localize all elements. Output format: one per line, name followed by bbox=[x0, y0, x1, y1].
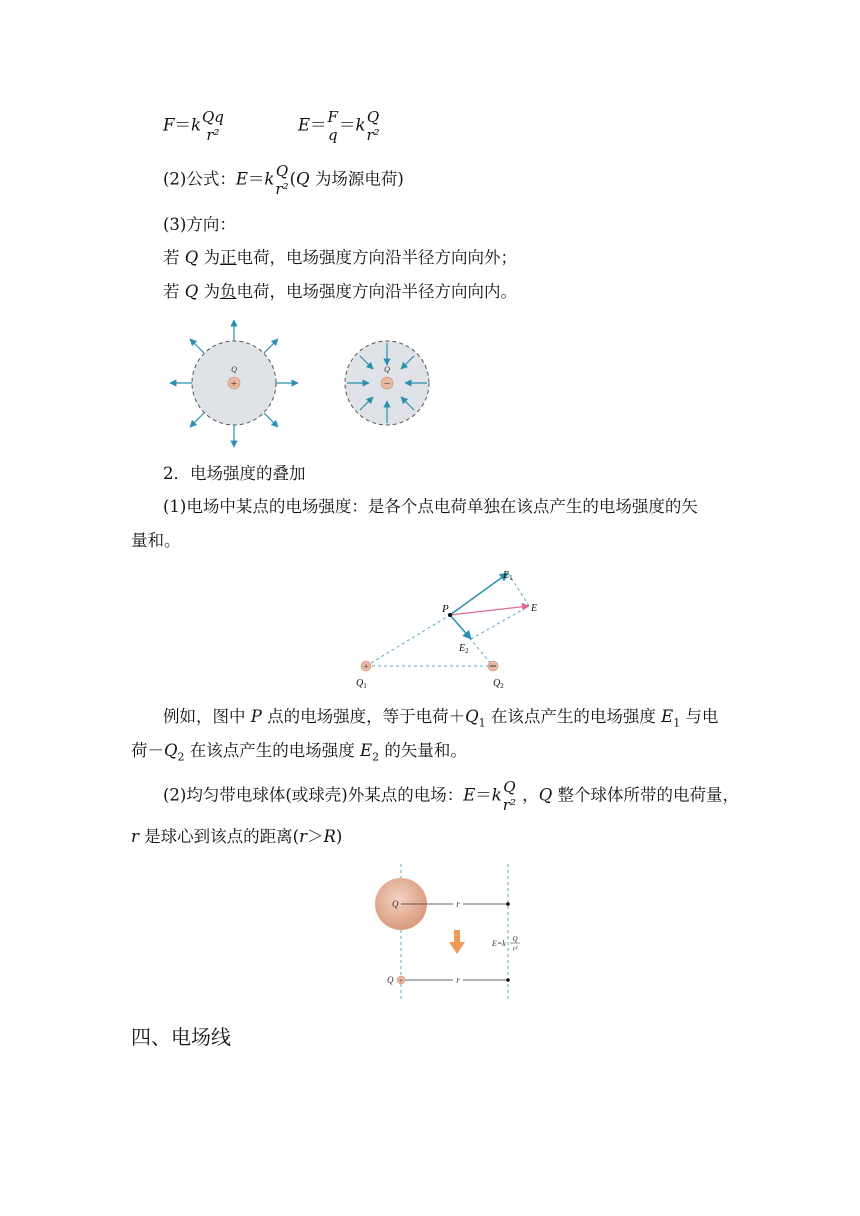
point-charge-field-figure bbox=[160, 315, 450, 455]
sphere-q-label: Q bbox=[392, 899, 399, 909]
paragraph-example-line1: 例如，图中 P 点的电场强度，等于电荷$+Q_1$ 在该点产生的电场强度 $E_1$ 与电 bbox=[163, 707, 719, 730]
section-heading-field-lines: 四、电场线 bbox=[131, 1025, 231, 1049]
field-formula: E＝ F q ＝k Q r² bbox=[298, 108, 380, 144]
negative-sign: − bbox=[383, 378, 391, 390]
sphere-formula-num: Q bbox=[512, 935, 518, 943]
point-p-label: P bbox=[442, 603, 449, 615]
paragraph-sphere-line1: (2)均匀带电球体(或球壳)外某点的电场：E＝k Q r² ，Q 整个球体所带的电荷量， bbox=[163, 778, 740, 814]
q2-label: $Q_2$ bbox=[493, 678, 504, 690]
r-bottom-label: r bbox=[456, 975, 460, 985]
r-top-label: r bbox=[456, 899, 460, 909]
direction-item: (3)方向： bbox=[163, 215, 236, 234]
coulomb-formula: F＝k Qq r² bbox=[163, 108, 224, 144]
resultant-e-label: E bbox=[531, 603, 538, 614]
paragraph-example-line2: 荷$-Q_2$ 在该点产生的电场强度 $E_2$ 的矢量和。 bbox=[131, 741, 467, 764]
positive-charge-diagram bbox=[170, 320, 298, 447]
sphere-field-figure bbox=[370, 862, 540, 1002]
negative-charge-label: Q bbox=[384, 365, 390, 374]
sphere-formula-e: E=k bbox=[492, 939, 506, 948]
point-q-label: Q bbox=[387, 975, 394, 985]
formula-item: (2)公式：E＝k Q r² (Q 为场源电荷) bbox=[163, 162, 404, 198]
positive-charge-line: 若 Q 为正电荷，电场强度方向沿半径方向向外； bbox=[163, 248, 518, 267]
positive-sign: + bbox=[230, 378, 238, 390]
sphere-formula-den: r² bbox=[512, 945, 518, 953]
paragraph-sphere-line2: r 是球心到该点的距离(r＞R) bbox=[131, 827, 343, 846]
negative-charge-line: 若 Q 为负电荷，电场强度方向沿半径方向向内。 bbox=[163, 282, 518, 301]
e2-label: $E_2$ bbox=[459, 643, 469, 655]
q1-label: $Q_1$ bbox=[356, 678, 367, 690]
paragraph-superposition-line2: 量和。 bbox=[131, 531, 181, 550]
superposition-figure bbox=[350, 562, 550, 692]
svg-text:+: + bbox=[399, 977, 403, 985]
negative-charge-diagram bbox=[345, 341, 429, 425]
paragraph-superposition-line1: (1)电场中某点的电场强度：是各个点电荷单独在该点产生的电场强度的矢 bbox=[163, 497, 698, 516]
section-title-superposition: 2．电场强度的叠加 bbox=[163, 464, 306, 483]
positive-charge-label: Q bbox=[231, 365, 237, 374]
e1-label: $E_1$ bbox=[503, 570, 513, 582]
svg-text:+: + bbox=[363, 661, 369, 672]
